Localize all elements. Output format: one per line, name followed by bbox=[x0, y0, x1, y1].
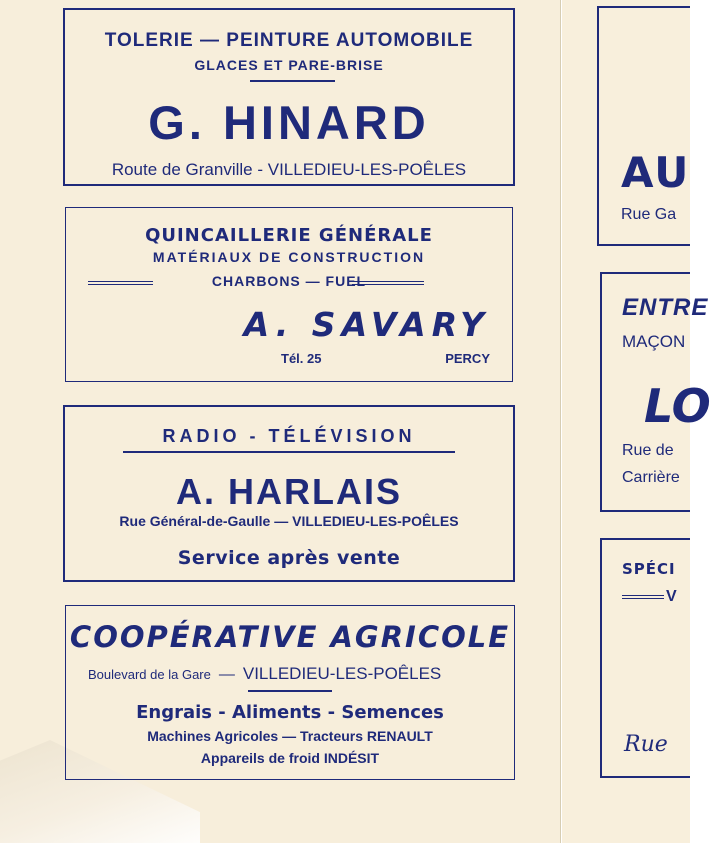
ad-cooperative bbox=[65, 605, 515, 780]
ad-harlais-address: Rue Général-de-Gaulle — VILLEDIEU-LES-POÊLES bbox=[119, 513, 459, 529]
right-ad-3-subtrade bbox=[622, 588, 677, 606]
right-ad-3-subtrade-text: V bbox=[666, 588, 677, 605]
ad-harlais-name: A. HARLAIS bbox=[176, 471, 402, 512]
right-ad-2-address-1: Rue de bbox=[622, 442, 674, 459]
ad-cooperative-machines: Machines Agricoles — Tracteurs RENAULT bbox=[147, 728, 433, 744]
right-ad-2-trade: ENTRE bbox=[622, 294, 709, 321]
ad-harlais-trade: RADIO - TÉLÉVISION bbox=[162, 426, 416, 446]
right-ad-1-name: AU bbox=[621, 148, 691, 197]
ad-hinard-trade: TOLERIE — PEINTURE AUTOMOBILE bbox=[104, 30, 474, 51]
ad-savary-trade: QUINCAILLERIE GÉNÉRALE bbox=[145, 225, 433, 246]
divider bbox=[123, 451, 455, 453]
ad-cooperative-products: Engrais - Aliments - Semences bbox=[136, 702, 444, 723]
ad-cooperative-name: COOPÉRATIVE AGRICOLE bbox=[69, 620, 511, 654]
double-rule bbox=[622, 595, 664, 599]
right-ad-1 bbox=[597, 6, 690, 246]
address-separator: — bbox=[218, 666, 235, 683]
divider bbox=[250, 80, 335, 82]
ad-savary-phone: Tél. 25 bbox=[281, 351, 322, 366]
divider bbox=[248, 690, 332, 692]
ad-cooperative-town: VILLEDIEU-LES-POÊLES bbox=[242, 664, 442, 683]
ad-cooperative-address bbox=[88, 664, 492, 684]
right-ad-2-address-2: Carrière bbox=[622, 469, 680, 486]
ad-cooperative-appliances: Appareils de froid INDÉSIT bbox=[200, 750, 380, 766]
ad-harlais-service: Service après vente bbox=[177, 547, 401, 569]
right-ad-2-name: LO bbox=[644, 379, 711, 433]
right-ad-2 bbox=[600, 272, 711, 512]
right-ad-3-trade: SPÉCI bbox=[622, 560, 676, 578]
right-ad-1-address: Rue Ga bbox=[621, 206, 677, 223]
ad-hinard-name: G. HINARD bbox=[148, 96, 430, 149]
ad-hinard bbox=[63, 8, 515, 186]
right-ad-3-address: Rue bbox=[624, 732, 668, 757]
ad-cooperative-street: Boulevard de la Gare bbox=[88, 667, 211, 682]
ad-savary bbox=[65, 207, 513, 382]
ad-savary-name: A. SAVARY bbox=[243, 305, 490, 344]
double-rule-right bbox=[352, 281, 424, 285]
ad-hinard-address: Route de Granville - VILLEDIEU-LES-POÊLES bbox=[111, 160, 467, 179]
ad-savary-city: PERCY bbox=[445, 351, 490, 366]
ad-savary-fuel: CHARBONS — FUEL bbox=[211, 273, 367, 289]
right-ad-2-subtrade: MAÇON bbox=[622, 332, 686, 351]
ad-savary-materials: MATÉRIAUX DE CONSTRUCTION bbox=[152, 249, 426, 265]
right-ad-3 bbox=[600, 538, 690, 778]
ad-harlais bbox=[63, 405, 515, 582]
ad-hinard-subtrade: GLACES ET PARE-BRISE bbox=[194, 57, 384, 73]
